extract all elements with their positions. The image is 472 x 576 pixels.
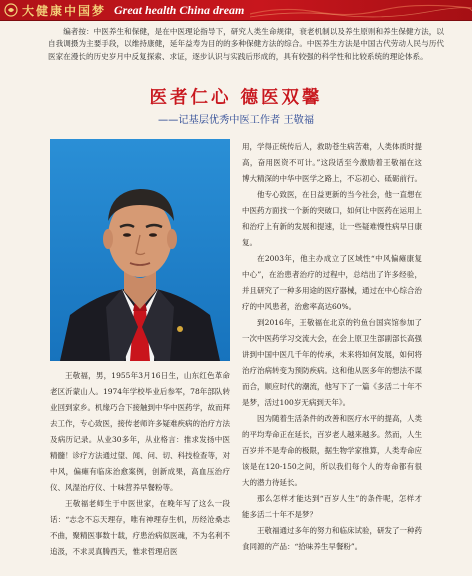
editor-note: 编者按：中医养生和保健，是在中医理论指导下，研究人类生命规律，衰老机制以及养生原则和养生保健方法，以自我调摄为主要手段，以维持康健，延年益寿为目的的多种保健方法的综合。中医养生方法是中国古代劳动人民与历代医家在漫长的历史岁月中反复探索、求证，逐步认识与实践后形成的，具有较强的科学性和比较系统的理论体系。 [48, 27, 444, 61]
right-column-paragraph: 王敬福通过多年的努力和临床试验，研发了一种药食同源的产品：“拾味养生早餐粉”。 [242, 526, 422, 551]
banner-title-cn: 大健康中国梦 [22, 3, 107, 18]
right-column-paragraph: 因为随着生活条件的改善和医疗水平的提高，人类的平均寿命正在延长，百岁老人越来越多。然而，人生百岁并不是寿命的极限，据生物学家推算，人类寿命应该是在120-150之间，所以我们每个人的寿命都有很大的潜力待延长。 [242, 414, 422, 487]
banner-decoration [250, 0, 472, 20]
article-right-column [242, 139, 422, 576]
left-column-paragraph: 王敬福，男，1955年3月16日生，山东红色革命老区沂蒙山人。1974年学校毕业后参军，78年部队转业回到家乡。机缘巧合下接触到中华中医药学，故而拜去工作，专心致医，接传老师许多疑难疾病的治疗方法及病历记录。从业30多年，从业格言：推求发扬中医精髓！诊疗方法通过望、闻、问、切、科技检查等，对中风，偏瘫有临床治愈案例，创新成果，高血压治疗仪、风湿治疗仪、十味营养早餐粉等。 [50, 371, 230, 492]
portrait-photo [50, 139, 230, 361]
right-column-paragraph: 用，学得正统传后人，救助苍生病苦难，人类体质时提高，奋用医资不可计。”这段话至今激励着王敬福在这博大精深的中华中医学之路上，不忘初心、砥砺前行。 [242, 142, 422, 183]
right-column-paragraph: 到2016年，王敬福在北京的钓鱼台国宾馆参加了一次中医药学习交流大会，在会上原卫生部副部长高强讲到中国中医几千年的传承，未来将如何发展，如何将治疗治病转变为预防疾病。这和他从医多年的想法不谋而合，顺应时代的潮流，他写下了一篇《多活二十年不是梦，活过100岁无病到天年》。 [242, 318, 422, 407]
right-column-paragraph: 在2003年，他主办成立了区域性“中风偏瘫康复中心”，在治患者治疗的过程中，总结出了许多经验，并且研究了一种多用途的医疗器械，通过在中心综合治疗的中风患者，治愈率高达60%。 [242, 254, 422, 311]
banner-emblem-icon [4, 3, 18, 17]
right-column-paragraph: 那么怎样才能达到“百岁人生”的条件呢，怎样才能多活二十年不是梦？ [242, 494, 422, 519]
article-subtitle: ——记基层优秀中医工作者 王敬福 [157, 115, 315, 126]
banner-title-en: Great health China dream [114, 2, 245, 17]
portrait-illustration [50, 139, 230, 361]
right-column-paragraph: 他专心致医，在日益更新的当今社会，他一直想在中医药方面找一个新的突破口，如何让中医药在运用上和治疗上有新的发展和提速，让一些疑难慢性病早日康复。 [242, 190, 422, 247]
left-column-paragraph: 王敬福老师生于中医世家，在晚年写了这么一段话：“志念不忘天理存，唯有神理存生机，历经沧桑志不曲，聚精医事数十载，疗患治病似医魂，不为名利不追汲，不求灵真腾西天，惟求哲理启医 [50, 499, 230, 556]
header-banner [0, 0, 472, 20]
article-title: 医者仁心 德医双馨 [149, 88, 323, 108]
article-left-column [50, 368, 230, 576]
